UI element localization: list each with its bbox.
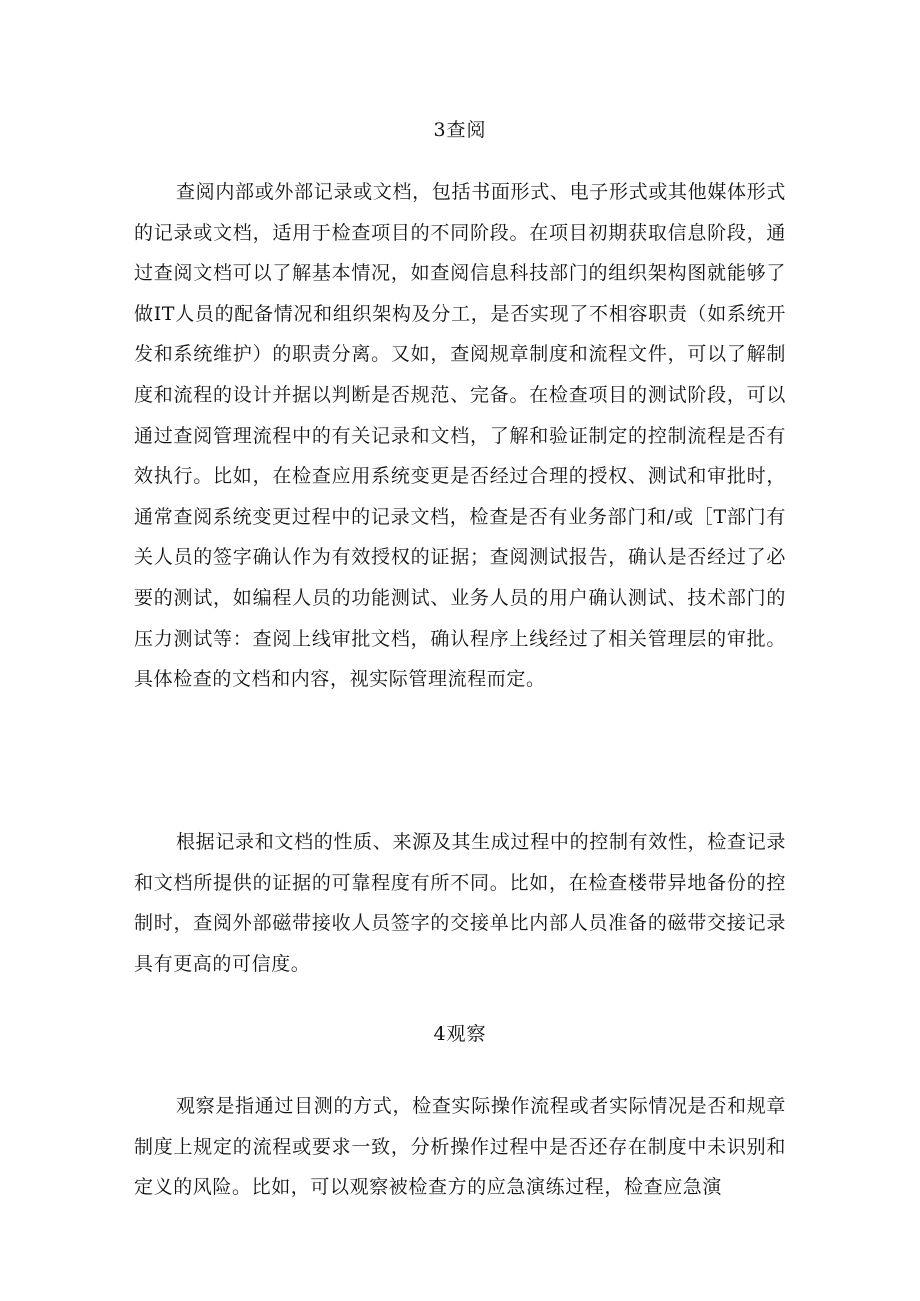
paragraph-review-reliability: 根据记录和文档的性质、来源及其生成过程中的控制有效性，检查记录和文档所提供的证据的可靠程度有所不同。比如，在检查楼带异地备份的控制时，查阅外部磁带接收人员签字的交接单比内部人员准备的磁带交接记录具有更高的可信度。 <box>134 831 786 975</box>
paragraph-review-definition: 查阅内部或外部记录或文档，包括书面形式、电子形式或其他媒体形式的记录或文档，适用于检查项目的不同阶段。在项目初期获取信息阶段，通过查阅文档可以了解基本情况，如查阅信息科技部门的组织架构图就能够了做IT人员的配备情况和组织架构及分工，是否实现了不相容职责（如系统开发和系统维护）的职责分离。又如，查阅规章制度和流程文件，可以了解制度和流程的设计并据以判断是否规范、完备。在检查项目的测试阶段，可以通过查阅管理流程中的有关记录和文档，了解和验证制定的控制流程是否有效执行。比如，在检查应用系统变更是否经过合理的授权、测试和审批时，通常查阅系统变更过程中的记录文档，检查是否有业务部门和/或［T部门有关人员的签字确认作为有效授权的证据；查阅测试报告，确认是否经过了必要的测试，如编程人员的功能测试、业务人员的用户确认测试、技术部门的压力测试等：查阅上线审批文档，确认程序上线经过了相关管理层的审批。具体检查的文档和内容，视实际管理流程而定。 <box>134 181 786 691</box>
section-heading-observe: 4观察 <box>433 1023 487 1045</box>
paragraph-observe-definition: 观察是指通过目测的方式，检查实际操作流程或者实际情况是否和规章制度上规定的流程或要求一致，分析操作过程中是否还存在制度中未识别和定义的风险。比如，可以观察被检查方的应急演练过程，检查应急演 <box>134 1095 786 1199</box>
section-heading-review: 3查阅 <box>433 119 487 141</box>
